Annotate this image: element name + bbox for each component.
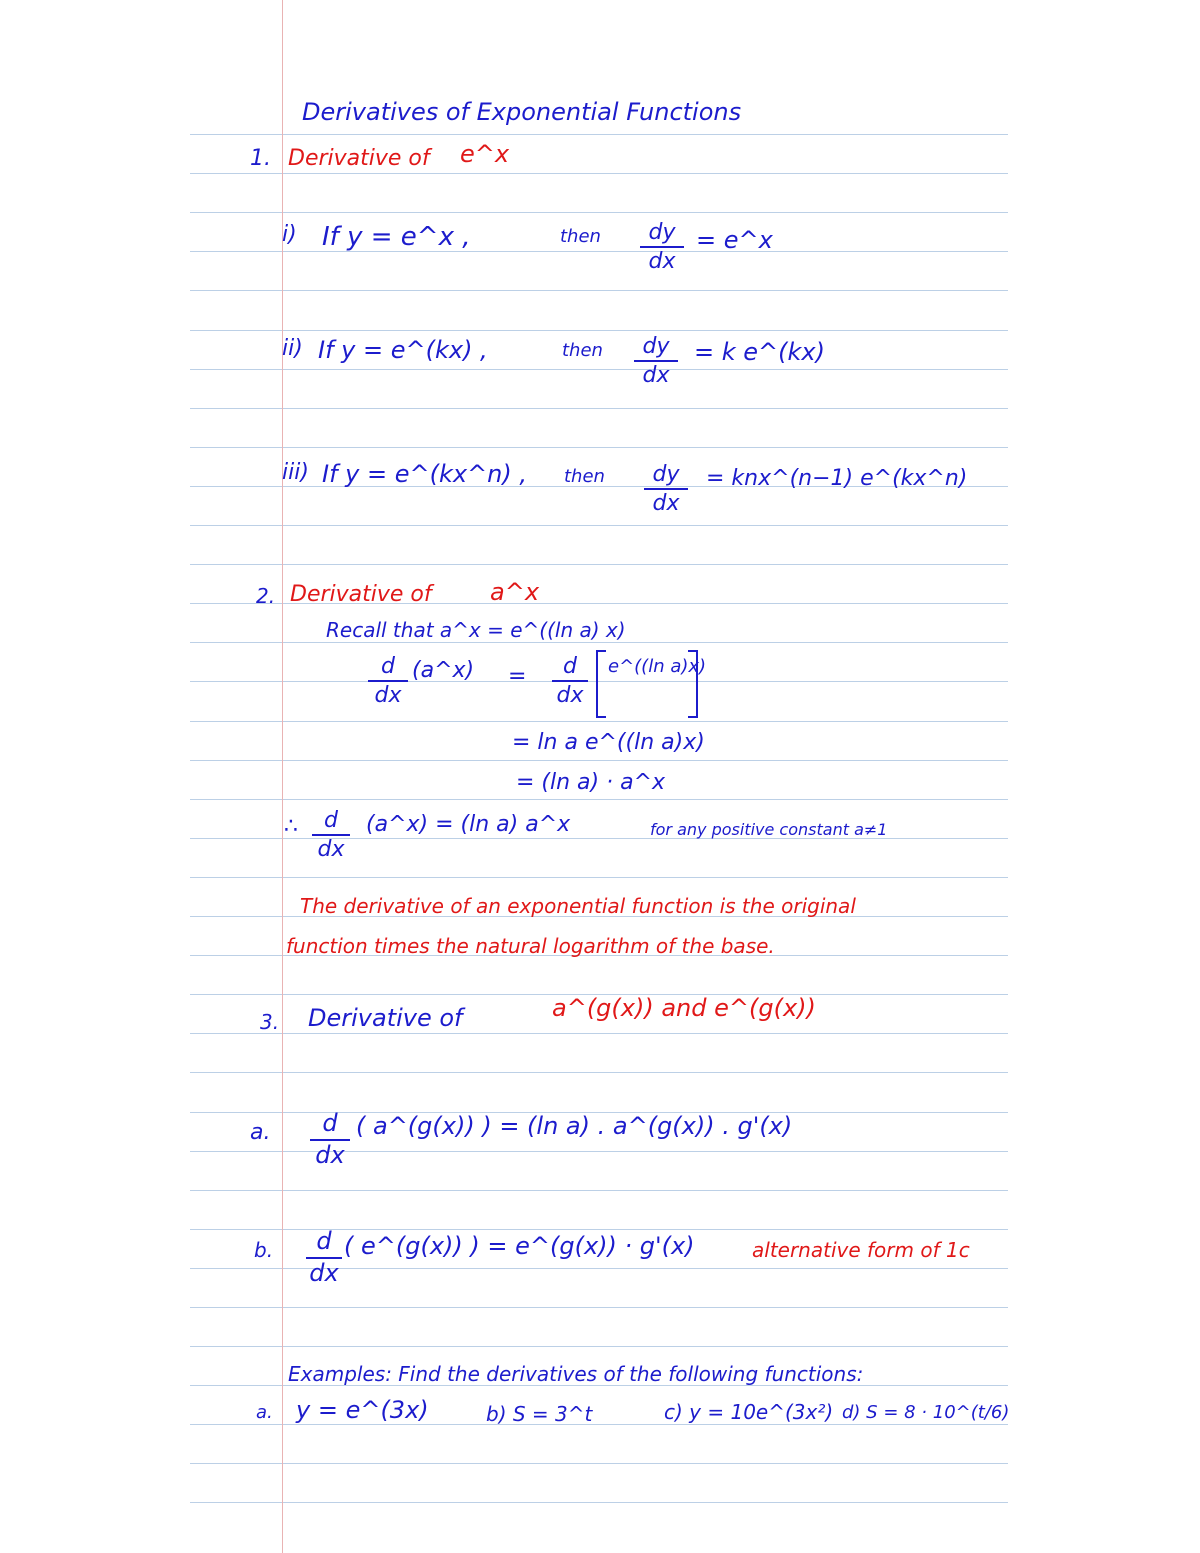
recall-line: Recall that a^x = e^((ln a) x) <box>326 618 626 642</box>
ruled-line <box>190 721 1008 722</box>
page-title: Derivatives of Exponential Functions <box>302 98 742 126</box>
rule-i-derivative <box>640 220 684 275</box>
section-1-heading: Derivative of <box>288 146 430 171</box>
part-b-derivative <box>306 1228 342 1287</box>
part-b-note: alternative form of 1c <box>752 1238 970 1262</box>
rule-iii-number: iii) <box>282 460 309 485</box>
part-b-label: b. <box>254 1238 274 1262</box>
example-a-label: a. <box>256 1402 273 1423</box>
example-c: c) y = 10e^(3x²) <box>664 1400 834 1424</box>
left-bracket <box>596 650 606 718</box>
rule-i-then: then <box>560 226 601 247</box>
ruled-line <box>190 799 1008 800</box>
lhs-dx: dx <box>374 683 402 709</box>
ruled-line <box>190 290 1008 291</box>
section-1-expr: e^x <box>460 140 510 168</box>
ruled-line <box>190 564 1008 565</box>
part-b-expr: ( e^(g(x)) ) = e^(g(x)) · g'(x) <box>344 1232 695 1260</box>
rule-iii-condition: If y = e^(kx^n) , <box>322 460 528 488</box>
part-a-expr: ( a^(g(x)) ) = (ln a) . a^(g(x)) . g'(x) <box>356 1112 793 1140</box>
ruled-line <box>190 1072 1008 1073</box>
rule-i-condition: If y = e^x , <box>322 222 471 252</box>
ruled-line <box>190 212 1008 213</box>
conclusion-dx: dx <box>317 837 345 863</box>
part-b-dx: dx <box>309 1258 339 1287</box>
ruled-line <box>190 877 1008 878</box>
lhs-d: d <box>381 654 395 679</box>
ruled-line <box>190 447 1008 448</box>
conclusion-note: for any positive constant a≠1 <box>650 820 888 839</box>
red-note-line-1: The derivative of an exponential function is the original <box>300 894 856 918</box>
fraction-bar <box>644 488 688 490</box>
rule-iii-result: = knx^(n−1) e^(kx^n) <box>706 466 968 491</box>
ruled-line <box>190 525 1008 526</box>
rule-i-result: = e^x <box>696 226 773 254</box>
conclusion-d: d <box>324 808 338 833</box>
rhs-dx: dx <box>556 683 584 709</box>
ruled-line <box>190 408 1008 409</box>
ruled-line <box>190 1307 1008 1308</box>
ruled-line <box>190 1190 1008 1191</box>
rule-ii-then: then <box>562 340 603 361</box>
example-b: b) S = 3^t <box>486 1402 593 1426</box>
rhs-inner: e^((ln a)x) <box>608 656 707 677</box>
step-1: = ln a e^((ln a)x) <box>512 730 705 755</box>
example-d: d) S = 8 · 10^(t/6) <box>842 1402 1010 1423</box>
lhs-expr: (a^x) <box>412 658 475 683</box>
ruled-line <box>190 173 1008 174</box>
examples-heading: Examples: Find the derivatives of the following functions: <box>288 1362 864 1386</box>
ruled-line <box>190 369 1008 370</box>
therefore-icon: ∴ <box>284 814 298 839</box>
part-b-d: d <box>316 1227 332 1255</box>
part-a-derivative <box>310 1110 350 1169</box>
rule-i-dx: dx <box>648 249 676 275</box>
ruled-line <box>190 1424 1008 1425</box>
step-2: = (ln a) · a^x <box>516 770 666 795</box>
rule-ii-result: = k e^(kx) <box>694 338 825 366</box>
rule-ii-dx: dx <box>642 363 670 389</box>
ruled-line <box>190 330 1008 331</box>
right-bracket <box>688 650 698 718</box>
conclusion-derivative <box>312 808 350 863</box>
rule-ii-condition: If y = e^(kx) , <box>318 336 488 364</box>
fraction-bar <box>640 246 684 248</box>
fraction-bar <box>368 680 408 682</box>
rule-ii-dy: dy <box>642 334 670 359</box>
red-note-line-2: function times the natural logarithm of the base. <box>286 934 775 958</box>
ruled-line <box>190 642 1008 643</box>
ruled-line <box>190 251 1008 252</box>
ruled-line <box>190 1463 1008 1464</box>
rule-i-dy: dy <box>648 220 676 245</box>
section-3-expr: a^(g(x)) and e^(g(x)) <box>552 994 816 1022</box>
section-3-heading: Derivative of <box>308 1004 463 1032</box>
fraction-bar <box>312 834 350 836</box>
fraction-bar <box>634 360 678 362</box>
part-a-label: a. <box>250 1120 271 1145</box>
ruled-line <box>190 1502 1008 1503</box>
rhs-d: d <box>563 654 577 679</box>
rule-i-number: i) <box>282 222 297 247</box>
conclusion-expr: (a^x) = (ln a) a^x <box>366 812 571 837</box>
section-2-heading: Derivative of <box>290 582 432 607</box>
part-a-dx: dx <box>315 1140 345 1169</box>
rule-iii-then: then <box>564 466 605 487</box>
example-a: y = e^(3x) <box>296 1396 429 1424</box>
part-a-d: d <box>322 1109 338 1137</box>
ruled-line <box>190 760 1008 761</box>
rule-iii-dy: dy <box>652 462 680 487</box>
rule-ii-number: ii) <box>282 336 303 361</box>
ruled-line <box>190 1346 1008 1347</box>
ruled-line <box>190 1033 1008 1034</box>
section-3-number: 3. <box>260 1010 280 1034</box>
rule-iii-dx: dx <box>652 491 680 517</box>
rhs-derivative <box>552 654 588 709</box>
lhs-derivative <box>368 654 408 709</box>
section-1-number: 1. <box>250 146 271 171</box>
rule-ii-derivative <box>634 334 678 389</box>
rule-iii-derivative <box>644 462 688 517</box>
equals-sign: = <box>508 664 527 689</box>
ruled-line <box>190 134 1008 135</box>
section-2-number: 2. <box>256 584 276 608</box>
section-2-expr: a^x <box>490 578 540 606</box>
fraction-bar <box>552 680 588 682</box>
